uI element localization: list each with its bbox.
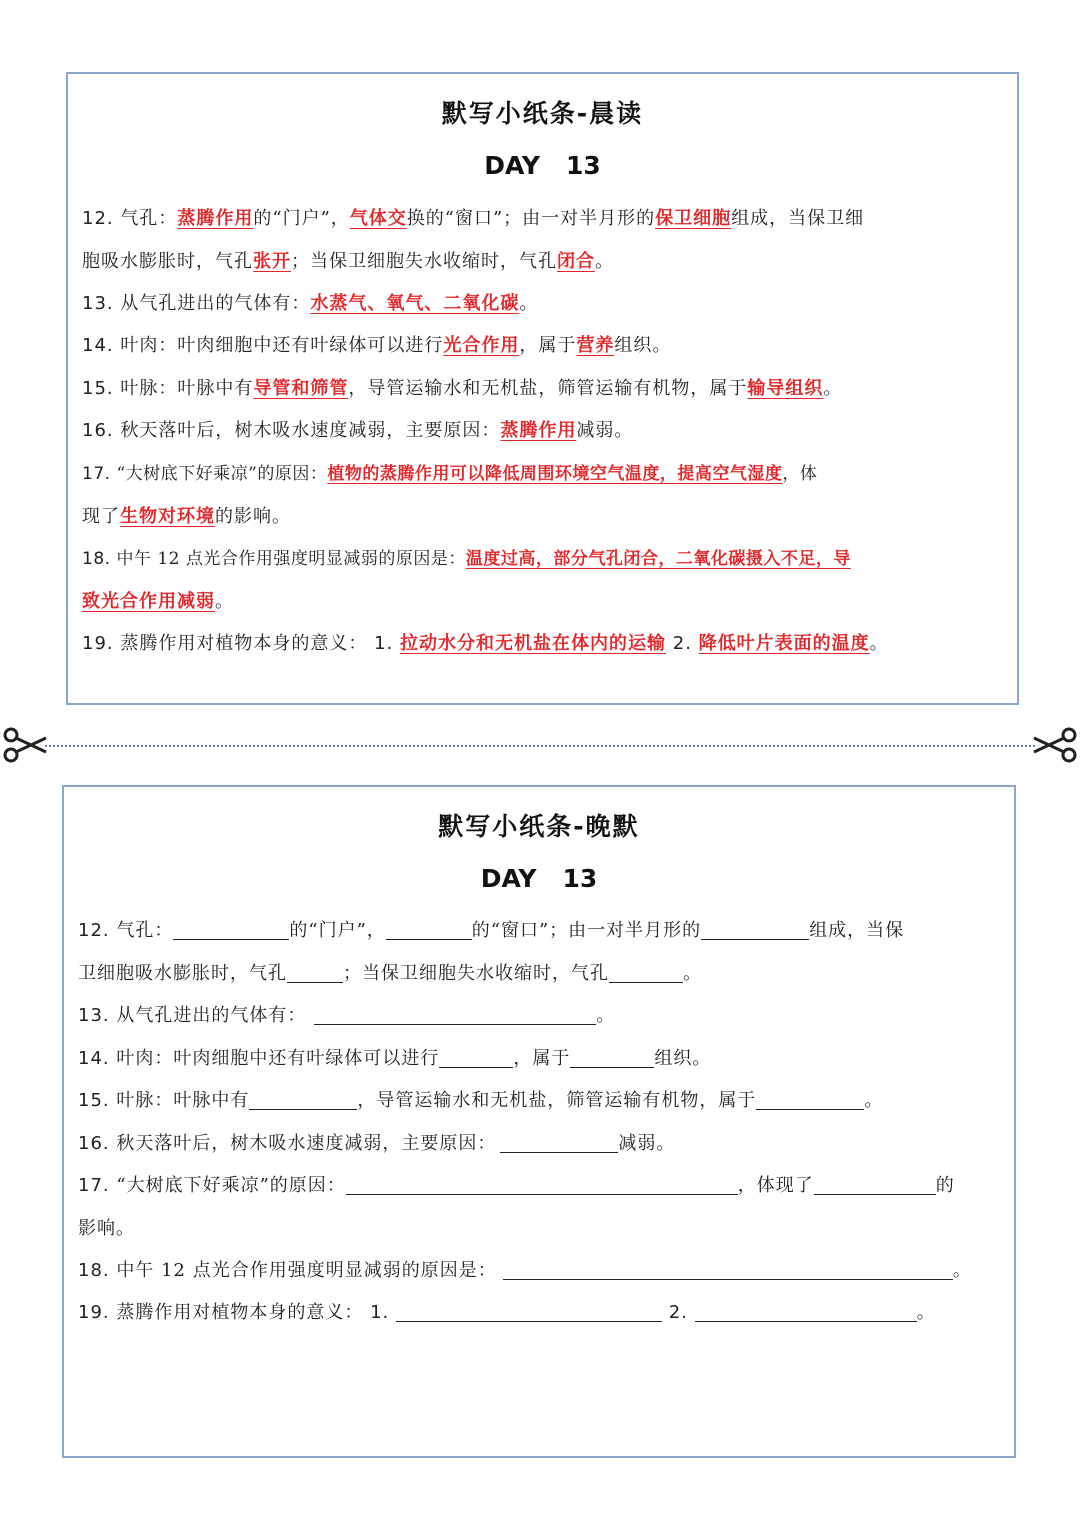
day-number: 13 <box>562 864 598 893</box>
q-text: 蒸腾作用对植物本身的意义： <box>109 1302 371 1323</box>
q-text: 。 <box>952 1260 972 1281</box>
sub-number: 2. <box>672 633 692 654</box>
q-text: 。 <box>916 1302 936 1323</box>
answer: 拉动水分和无机盐在体内的运输 <box>400 633 667 654</box>
answer: 降低叶片表面的温度 <box>698 633 870 654</box>
q-text: “大树底下好乘凉”的原因： <box>109 1175 346 1196</box>
q-number: 14. <box>78 1048 110 1069</box>
q-number: 19. <box>78 1302 110 1323</box>
q-text: 从气孔进出的气体有： <box>113 293 311 314</box>
q-text: 换的“窗口”；由一对半月形的 <box>406 208 656 229</box>
q13-line <box>78 1001 615 1027</box>
q-text: 。 <box>869 633 889 654</box>
q18-line1 <box>82 544 851 569</box>
answer: 植物的蒸腾作用可以降低周围环境空气温度，提高空气湿度 <box>327 464 783 484</box>
morning-card <box>66 72 1019 705</box>
q-number: 16. <box>82 420 114 441</box>
q-text: 组成，当保卫细 <box>731 208 865 229</box>
answer-blank[interactable] <box>173 919 289 940</box>
morning-day <box>68 151 1017 180</box>
answer: 气体交 <box>349 208 407 229</box>
q-text: 。 <box>683 963 702 984</box>
answer-blank[interactable] <box>701 919 809 940</box>
q-text: 的影响。 <box>215 506 291 527</box>
q-text: ，导管运输水和无机盐，筛管运输有机物，属于 <box>348 378 748 399</box>
answer-blank[interactable] <box>500 1132 618 1153</box>
q14-line <box>78 1044 711 1070</box>
answer-blank[interactable] <box>814 1174 936 1195</box>
sub-number: 1. <box>370 1302 390 1323</box>
q-text: 组织。 <box>654 1048 712 1069</box>
answer-blank[interactable] <box>503 1259 953 1280</box>
evening-title: 默写小纸条-晚默 <box>438 812 640 841</box>
answer: 蒸腾作用 <box>500 420 577 441</box>
q18-line <box>78 1256 972 1282</box>
q-text: ，体 <box>782 464 818 484</box>
q-text: 组成，当保 <box>809 920 905 941</box>
q-text: 。 <box>823 378 843 399</box>
q12-line1 <box>82 204 864 230</box>
answer-blank[interactable] <box>695 1301 917 1322</box>
q15-line <box>78 1086 883 1112</box>
q-number: 12. <box>78 920 110 941</box>
q-text: 。 <box>595 251 614 272</box>
answer: 营养 <box>576 335 615 356</box>
q16-line <box>78 1129 675 1155</box>
q-text: ，属于 <box>513 1048 571 1069</box>
q-text: 气孔： <box>113 208 178 229</box>
q-number: 15. <box>78 1090 110 1111</box>
q12-line1 <box>78 916 904 942</box>
q-text: 叶脉：叶脉中有 <box>113 378 254 399</box>
q14-line <box>82 331 671 357</box>
q12-line2 <box>78 959 702 985</box>
q19-line <box>78 1298 936 1324</box>
sub-number: 2. <box>668 1302 688 1323</box>
answer-blank[interactable] <box>287 962 343 983</box>
q18-line2 <box>82 587 234 613</box>
q17-line1 <box>78 1171 955 1197</box>
morning-title: 默写小纸条-晨读 <box>441 99 644 128</box>
answer: 光合作用 <box>443 335 520 356</box>
q17-line1 <box>82 459 817 484</box>
q-text: 减弱。 <box>618 1133 676 1154</box>
q-text: 的“门户”， <box>289 920 386 941</box>
q-number: 12. <box>82 208 114 229</box>
q-text: 中午 12 点光合作用强度明显减弱的原因是： <box>109 1260 497 1281</box>
answer-blank[interactable] <box>439 1047 513 1068</box>
answer-blank[interactable] <box>346 1174 738 1195</box>
answer-blank[interactable] <box>609 962 683 983</box>
q15-line <box>82 374 842 400</box>
answer-blank[interactable] <box>314 1004 596 1025</box>
scissors-icon <box>2 726 48 764</box>
day-label: DAY <box>480 864 537 893</box>
q-text: ；当保卫细胞失水收缩时，气孔 <box>291 251 557 272</box>
q-number: 18. <box>82 549 111 569</box>
day-label: DAY <box>484 151 540 180</box>
day-number: 13 <box>566 151 601 180</box>
answer: 保卫细胞 <box>655 208 732 229</box>
q-text: ，体现了 <box>737 1175 814 1196</box>
q-text: 组织。 <box>614 335 672 356</box>
scissors-icon <box>1032 726 1078 764</box>
q-text: ，导管运输水和无机盐，筛管运输有机物，属于 <box>357 1090 757 1111</box>
answer: 蒸腾作用 <box>177 208 254 229</box>
answer: 温度过高，部分气孔闭合，二氧化碳摄入不足，导 <box>465 549 851 569</box>
q-text: 卫细胞吸水膨胀时，气孔 <box>78 963 287 984</box>
answer-blank[interactable] <box>396 1301 662 1322</box>
q-text: 胞吸水膨胀时，气孔 <box>82 251 253 272</box>
answer-blank[interactable] <box>249 1089 357 1110</box>
q-text: 。 <box>215 591 234 612</box>
q17-line2 <box>78 1214 135 1240</box>
q-text: 的“门户”， <box>253 208 350 229</box>
q-number: 16. <box>78 1133 110 1154</box>
q-number: 14. <box>82 335 114 356</box>
answer: 张开 <box>253 251 291 272</box>
evening-card <box>62 785 1016 1458</box>
q19-line <box>82 629 889 655</box>
q-text: 减弱。 <box>576 420 634 441</box>
answer: 水蒸气、氧气、二氧化碳 <box>310 293 520 314</box>
answer: 致光合作用减弱 <box>82 591 215 612</box>
answer: 闭合 <box>557 251 595 272</box>
q-text: 现了 <box>82 506 120 527</box>
answer: 导管和筛管 <box>253 378 349 399</box>
q16-line <box>82 416 633 442</box>
evening-day <box>64 864 1014 893</box>
q13-line <box>82 289 538 315</box>
q-text: 秋天落叶后，树木吸水速度减弱，主要原因： <box>109 1133 497 1154</box>
q-text: ；当保卫细胞失水收缩时，气孔 <box>343 963 609 984</box>
q-text: “大树底下好乘凉”的原因： <box>110 464 328 484</box>
q-text: 影响。 <box>78 1218 135 1239</box>
q-text: 蒸腾作用对植物本身的意义： <box>113 633 375 654</box>
q-text: 的“窗口”；由一对半月形的 <box>471 920 702 941</box>
q17-line2 <box>82 502 291 528</box>
q-number: 18. <box>78 1260 110 1281</box>
q-text: 气孔： <box>109 920 174 941</box>
q12-line2 <box>82 247 614 273</box>
q-number: 13. <box>78 1005 110 1026</box>
answer-blank[interactable] <box>756 1089 864 1110</box>
q-text: 叶脉：叶脉中有 <box>109 1090 250 1111</box>
q-text: 的 <box>935 1175 955 1196</box>
q-number: 19. <box>82 633 114 654</box>
q-text: 。 <box>519 293 539 314</box>
q-text: 从气孔进出的气体有： <box>109 1005 307 1026</box>
q-number: 15. <box>82 378 114 399</box>
q-text: 中午 12 点光合作用强度明显减弱的原因是： <box>110 549 466 569</box>
q-text: 秋天落叶后，树木吸水速度减弱，主要原因： <box>113 420 501 441</box>
q-text: 叶肉：叶肉细胞中还有叶绿体可以进行 <box>109 1048 440 1069</box>
answer-blank[interactable] <box>386 919 472 940</box>
sub-number: 1. <box>374 633 394 654</box>
answer: 生物对环境 <box>120 506 215 527</box>
q-text: ，属于 <box>519 335 577 356</box>
answer: 输导组织 <box>747 378 824 399</box>
q-number: 13. <box>82 293 114 314</box>
cut-line <box>45 745 1035 747</box>
q-text: 叶肉：叶肉细胞中还有叶绿体可以进行 <box>113 335 444 356</box>
q-number: 17. <box>82 464 111 484</box>
q-text: 。 <box>596 1005 616 1026</box>
q-number: 17. <box>78 1175 110 1196</box>
q-text: 。 <box>864 1090 884 1111</box>
answer-blank[interactable] <box>570 1047 654 1068</box>
